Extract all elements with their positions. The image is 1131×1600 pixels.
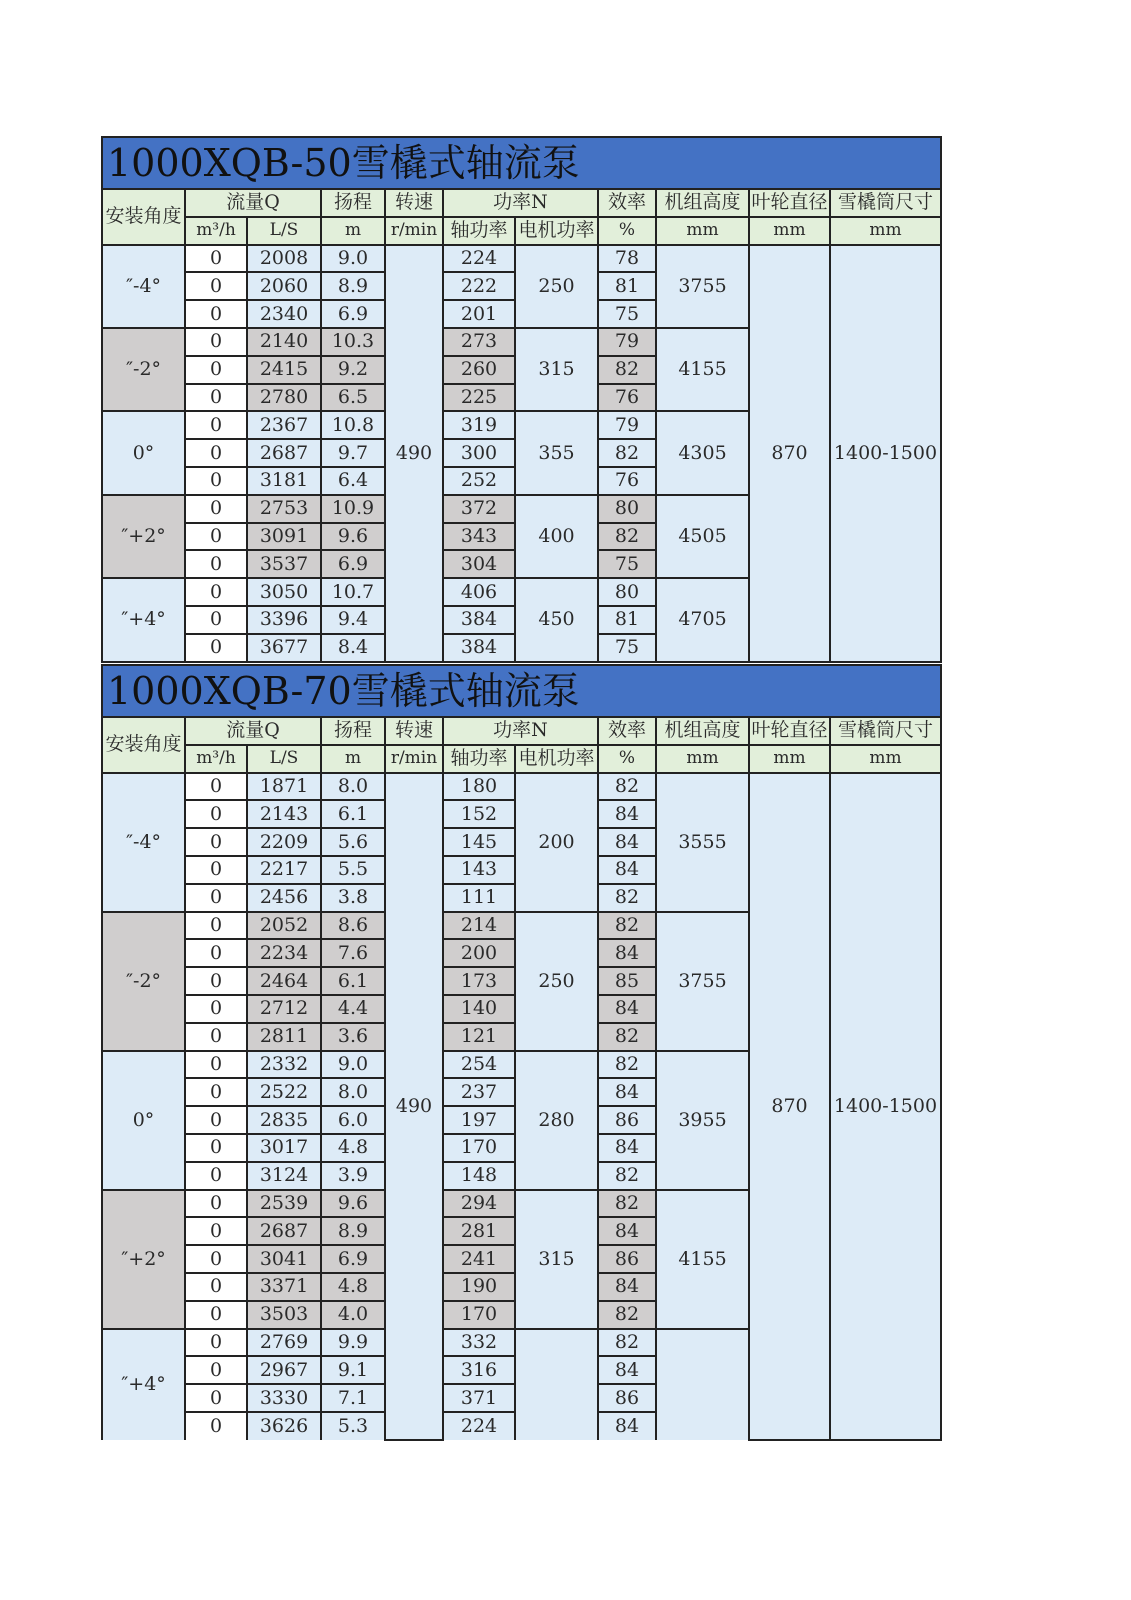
head-cell: 6.0 xyxy=(321,1106,385,1134)
head-cell: 6.9 xyxy=(321,550,385,578)
unit-height-cell: 3755 xyxy=(656,912,749,1051)
header-speed: 转速 xyxy=(385,189,443,217)
shaft-power-cell: 224 xyxy=(443,245,515,273)
flow-ls-cell: 3537 xyxy=(247,550,321,578)
flow-m3h-cell: 0 xyxy=(185,467,247,495)
head-cell: 8.0 xyxy=(321,1078,385,1106)
angle-cell: ″+2° xyxy=(102,1190,185,1329)
efficiency-cell: 82 xyxy=(598,773,656,801)
flow-m3h-cell: 0 xyxy=(185,1134,247,1162)
speed-cell: 490 xyxy=(385,245,443,662)
flow-ls-cell: 3396 xyxy=(247,606,321,634)
flow-m3h-cell: 0 xyxy=(185,884,247,912)
head-cell: 9.7 xyxy=(321,439,385,467)
unit-sled-size: mm xyxy=(830,745,941,773)
flow-ls-cell: 2712 xyxy=(247,995,321,1023)
unit-efficiency: % xyxy=(598,217,656,245)
efficiency-cell: 82 xyxy=(598,356,656,384)
efficiency-cell: 82 xyxy=(598,1190,656,1218)
flow-ls-cell: 3677 xyxy=(247,634,321,662)
header-sled-size: 雪橇筒尺寸 xyxy=(830,189,941,217)
unit-efficiency: % xyxy=(598,745,656,773)
head-cell: 10.9 xyxy=(321,495,385,523)
unit-height-cell: 4705 xyxy=(656,578,749,661)
angle-cell: 0° xyxy=(102,1051,185,1190)
title-row xyxy=(102,665,941,717)
pump-table-70 xyxy=(101,664,942,1441)
flow-ls-cell: 2332 xyxy=(247,1051,321,1079)
unit-unit-height: mm xyxy=(656,745,749,773)
motor-power-cell: 315 xyxy=(515,1190,598,1329)
efficiency-cell: 82 xyxy=(598,912,656,940)
flow-m3h-cell: 0 xyxy=(185,995,247,1023)
efficiency-cell: 82 xyxy=(598,1162,656,1190)
shaft-power-cell: 252 xyxy=(443,467,515,495)
header-speed: 转速 xyxy=(385,717,443,745)
header-row xyxy=(102,189,941,217)
flow-m3h-cell: 0 xyxy=(185,550,247,578)
shaft-power-cell: 371 xyxy=(443,1384,515,1412)
header-efficiency: 效率 xyxy=(598,189,656,217)
shaft-power-cell: 140 xyxy=(443,995,515,1023)
header-power: 功率N xyxy=(443,717,598,745)
flow-ls-cell: 3124 xyxy=(247,1162,321,1190)
shaft-power-cell: 260 xyxy=(443,356,515,384)
flow-ls-cell: 3626 xyxy=(247,1412,321,1440)
motor-power-cell: 200 xyxy=(515,773,598,912)
header-head: 扬程 xyxy=(321,717,385,745)
efficiency-cell: 75 xyxy=(598,634,656,662)
table-row xyxy=(102,773,941,801)
efficiency-cell: 86 xyxy=(598,1245,656,1273)
shaft-power-cell: 170 xyxy=(443,1134,515,1162)
efficiency-cell: 84 xyxy=(598,1078,656,1106)
sled-size-cell: 1400-1500 xyxy=(830,773,941,1440)
shaft-power-cell: 319 xyxy=(443,411,515,439)
flow-ls-cell: 2456 xyxy=(247,884,321,912)
flow-ls-cell: 2052 xyxy=(247,912,321,940)
shaft-power-cell: 180 xyxy=(443,773,515,801)
shaft-power-cell: 316 xyxy=(443,1356,515,1384)
head-cell: 3.9 xyxy=(321,1162,385,1190)
shaft-power-cell: 197 xyxy=(443,1106,515,1134)
flow-ls-cell: 2143 xyxy=(247,800,321,828)
header-impeller-dia: 叶轮直径 xyxy=(749,189,830,217)
title-row xyxy=(102,137,941,189)
flow-ls-cell: 2769 xyxy=(247,1329,321,1357)
flow-ls-cell: 2464 xyxy=(247,967,321,995)
shaft-power-cell: 152 xyxy=(443,800,515,828)
unit-row xyxy=(102,745,941,773)
table-row xyxy=(102,245,941,273)
efficiency-cell: 84 xyxy=(598,800,656,828)
unit-height-cell: 4505 xyxy=(656,495,749,578)
unit-unit-height: mm xyxy=(656,217,749,245)
flow-ls-cell: 2539 xyxy=(247,1190,321,1218)
flow-ls-cell: 3017 xyxy=(247,1134,321,1162)
shaft-power-cell: 143 xyxy=(443,856,515,884)
unit-impeller-dia: mm xyxy=(749,745,830,773)
shaft-power-cell: 170 xyxy=(443,1301,515,1329)
efficiency-cell: 79 xyxy=(598,411,656,439)
efficiency-cell: 85 xyxy=(598,967,656,995)
efficiency-cell: 81 xyxy=(598,272,656,300)
header-sled-size: 雪橇筒尺寸 xyxy=(830,717,941,745)
shaft-power-cell: 281 xyxy=(443,1217,515,1245)
flow-m3h-cell: 0 xyxy=(185,634,247,662)
head-cell: 8.4 xyxy=(321,634,385,662)
shaft-power-cell: 304 xyxy=(443,550,515,578)
unit-height-cell: 3555 xyxy=(656,773,749,912)
flow-m3h-cell: 0 xyxy=(185,1078,247,1106)
shaft-power-cell: 222 xyxy=(443,272,515,300)
unit-head: m xyxy=(321,217,385,245)
flow-ls-cell: 2415 xyxy=(247,356,321,384)
efficiency-cell: 84 xyxy=(598,1273,656,1301)
flow-ls-cell: 3050 xyxy=(247,578,321,606)
head-cell: 3.6 xyxy=(321,1023,385,1051)
head-cell: 4.4 xyxy=(321,995,385,1023)
angle-cell: ″+4° xyxy=(102,1329,185,1440)
efficiency-cell: 82 xyxy=(598,1051,656,1079)
motor-power-cell: 355 xyxy=(515,411,598,494)
unit-height-cell: 4305 xyxy=(656,411,749,494)
flow-m3h-cell: 0 xyxy=(185,773,247,801)
head-cell: 6.1 xyxy=(321,800,385,828)
efficiency-cell: 84 xyxy=(598,856,656,884)
flow-m3h-cell: 0 xyxy=(185,495,247,523)
head-cell: 4.0 xyxy=(321,1301,385,1329)
head-cell: 5.3 xyxy=(321,1412,385,1440)
header-impeller-dia: 叶轮直径 xyxy=(749,717,830,745)
head-cell: 8.9 xyxy=(321,272,385,300)
unit-flow-ls: L/S xyxy=(247,217,321,245)
efficiency-cell: 84 xyxy=(598,1217,656,1245)
flow-m3h-cell: 0 xyxy=(185,272,247,300)
flow-m3h-cell: 0 xyxy=(185,800,247,828)
flow-m3h-cell: 0 xyxy=(185,384,247,412)
efficiency-cell: 78 xyxy=(598,245,656,273)
shaft-power-cell: 145 xyxy=(443,828,515,856)
head-cell: 3.8 xyxy=(321,884,385,912)
unit-motor-power: 电机功率 xyxy=(515,745,598,773)
shaft-power-cell: 237 xyxy=(443,1078,515,1106)
header-unit-height: 机组高度 xyxy=(656,189,749,217)
flow-m3h-cell: 0 xyxy=(185,1356,247,1384)
flow-ls-cell: 2780 xyxy=(247,384,321,412)
efficiency-cell: 80 xyxy=(598,578,656,606)
head-cell: 10.3 xyxy=(321,328,385,356)
flow-m3h-cell: 0 xyxy=(185,1023,247,1051)
flow-m3h-cell: 0 xyxy=(185,1384,247,1412)
efficiency-cell: 86 xyxy=(598,1106,656,1134)
motor-power-cell: 280 xyxy=(515,1051,598,1190)
flow-m3h-cell: 0 xyxy=(185,1106,247,1134)
header-flow: 流量Q xyxy=(185,717,321,745)
flow-m3h-cell: 0 xyxy=(185,523,247,551)
shaft-power-cell: 343 xyxy=(443,523,515,551)
head-cell: 8.9 xyxy=(321,1217,385,1245)
head-cell: 4.8 xyxy=(321,1273,385,1301)
impeller-dia-cell: 870 xyxy=(749,773,830,1440)
shaft-power-cell: 121 xyxy=(443,1023,515,1051)
header-angle: 安装角度 xyxy=(102,189,185,245)
efficiency-cell: 82 xyxy=(598,884,656,912)
flow-m3h-cell: 0 xyxy=(185,1051,247,1079)
head-cell: 5.6 xyxy=(321,828,385,856)
flow-m3h-cell: 0 xyxy=(185,578,247,606)
flow-ls-cell: 1871 xyxy=(247,773,321,801)
header-head: 扬程 xyxy=(321,189,385,217)
unit-speed: r/min xyxy=(385,217,443,245)
flow-m3h-cell: 0 xyxy=(185,439,247,467)
head-cell: 8.6 xyxy=(321,912,385,940)
header-power: 功率N xyxy=(443,189,598,217)
shaft-power-cell: 294 xyxy=(443,1190,515,1218)
shaft-power-cell: 384 xyxy=(443,606,515,634)
unit-speed: r/min xyxy=(385,745,443,773)
efficiency-cell: 82 xyxy=(598,439,656,467)
flow-m3h-cell: 0 xyxy=(185,1273,247,1301)
flow-ls-cell: 2687 xyxy=(247,439,321,467)
flow-ls-cell: 2340 xyxy=(247,300,321,328)
shaft-power-cell: 254 xyxy=(443,1051,515,1079)
flow-ls-cell: 2835 xyxy=(247,1106,321,1134)
efficiency-cell: 82 xyxy=(598,523,656,551)
angle-cell: ″-4° xyxy=(102,245,185,328)
shaft-power-cell: 332 xyxy=(443,1329,515,1357)
unit-height-cell: 3755 xyxy=(656,245,749,328)
head-cell: 9.2 xyxy=(321,356,385,384)
motor-power-cell xyxy=(515,1329,598,1440)
head-cell: 6.9 xyxy=(321,1245,385,1273)
head-cell: 9.0 xyxy=(321,1051,385,1079)
angle-cell: ″+4° xyxy=(102,578,185,661)
efficiency-cell: 82 xyxy=(598,1301,656,1329)
unit-sled-size: mm xyxy=(830,217,941,245)
motor-power-cell: 250 xyxy=(515,245,598,328)
flow-m3h-cell: 0 xyxy=(185,606,247,634)
head-cell: 6.4 xyxy=(321,467,385,495)
unit-flow-m3h: m³/h xyxy=(185,745,247,773)
head-cell: 9.1 xyxy=(321,1356,385,1384)
flow-ls-cell: 3181 xyxy=(247,467,321,495)
flow-ls-cell: 3371 xyxy=(247,1273,321,1301)
flow-ls-cell: 2060 xyxy=(247,272,321,300)
flow-m3h-cell: 0 xyxy=(185,828,247,856)
flow-m3h-cell: 0 xyxy=(185,967,247,995)
flow-m3h-cell: 0 xyxy=(185,1329,247,1357)
unit-flow-m3h: m³/h xyxy=(185,217,247,245)
unit-motor-power: 电机功率 xyxy=(515,217,598,245)
angle-cell: ″-4° xyxy=(102,773,185,912)
flow-ls-cell: 2687 xyxy=(247,1217,321,1245)
efficiency-cell: 84 xyxy=(598,939,656,967)
flow-m3h-cell: 0 xyxy=(185,1217,247,1245)
flow-m3h-cell: 0 xyxy=(185,912,247,940)
unit-head: m xyxy=(321,745,385,773)
efficiency-cell: 82 xyxy=(598,1329,656,1357)
flow-ls-cell: 2140 xyxy=(247,328,321,356)
flow-ls-cell: 2811 xyxy=(247,1023,321,1051)
head-cell: 7.6 xyxy=(321,939,385,967)
efficiency-cell: 86 xyxy=(598,1384,656,1412)
head-cell: 4.8 xyxy=(321,1134,385,1162)
flow-m3h-cell: 0 xyxy=(185,939,247,967)
efficiency-cell: 84 xyxy=(598,1134,656,1162)
flow-m3h-cell: 0 xyxy=(185,328,247,356)
efficiency-cell: 79 xyxy=(598,328,656,356)
flow-ls-cell: 2367 xyxy=(247,411,321,439)
shaft-power-cell: 300 xyxy=(443,439,515,467)
shaft-power-cell: 225 xyxy=(443,384,515,412)
header-row xyxy=(102,717,941,745)
head-cell: 9.6 xyxy=(321,1190,385,1218)
flow-m3h-cell: 0 xyxy=(185,1412,247,1440)
efficiency-cell: 84 xyxy=(598,995,656,1023)
head-cell: 9.0 xyxy=(321,245,385,273)
header-angle: 安装角度 xyxy=(102,717,185,773)
head-cell: 10.7 xyxy=(321,578,385,606)
flow-ls-cell: 3041 xyxy=(247,1245,321,1273)
head-cell: 5.5 xyxy=(321,856,385,884)
flow-m3h-cell: 0 xyxy=(185,1162,247,1190)
flow-ls-cell: 2522 xyxy=(247,1078,321,1106)
shaft-power-cell: 241 xyxy=(443,1245,515,1273)
table-title: 1000XQB-70雪橇式轴流泵 xyxy=(102,665,941,717)
shaft-power-cell: 111 xyxy=(443,884,515,912)
flow-m3h-cell: 0 xyxy=(185,356,247,384)
efficiency-cell: 80 xyxy=(598,495,656,523)
shaft-power-cell: 214 xyxy=(443,912,515,940)
flow-m3h-cell: 0 xyxy=(185,856,247,884)
unit-shaft-power: 轴功率 xyxy=(443,745,515,773)
angle-cell: 0° xyxy=(102,411,185,494)
flow-ls-cell: 2753 xyxy=(247,495,321,523)
sled-size-cell: 1400-1500 xyxy=(830,245,941,662)
motor-power-cell: 315 xyxy=(515,328,598,411)
header-unit-height: 机组高度 xyxy=(656,717,749,745)
unit-impeller-dia: mm xyxy=(749,217,830,245)
shaft-power-cell: 273 xyxy=(443,328,515,356)
unit-height-cell: 3955 xyxy=(656,1051,749,1190)
head-cell: 9.4 xyxy=(321,606,385,634)
shaft-power-cell: 148 xyxy=(443,1162,515,1190)
unit-height-cell: 4155 xyxy=(656,328,749,411)
motor-power-cell: 250 xyxy=(515,912,598,1051)
shaft-power-cell: 190 xyxy=(443,1273,515,1301)
efficiency-cell: 81 xyxy=(598,606,656,634)
angle-cell: ″-2° xyxy=(102,912,185,1051)
head-cell: 6.1 xyxy=(321,967,385,995)
shaft-power-cell: 201 xyxy=(443,300,515,328)
motor-power-cell: 400 xyxy=(515,495,598,578)
flow-m3h-cell: 0 xyxy=(185,411,247,439)
speed-cell: 490 xyxy=(385,773,443,1440)
header-efficiency: 效率 xyxy=(598,717,656,745)
flow-ls-cell: 2008 xyxy=(247,245,321,273)
shaft-power-cell: 173 xyxy=(443,967,515,995)
head-cell: 8.0 xyxy=(321,773,385,801)
flow-ls-cell: 2209 xyxy=(247,828,321,856)
head-cell: 6.5 xyxy=(321,384,385,412)
flow-ls-cell: 2967 xyxy=(247,1356,321,1384)
efficiency-cell: 84 xyxy=(598,1356,656,1384)
efficiency-cell: 75 xyxy=(598,300,656,328)
head-cell: 9.6 xyxy=(321,523,385,551)
flow-ls-cell: 2234 xyxy=(247,939,321,967)
unit-flow-ls: L/S xyxy=(247,745,321,773)
efficiency-cell: 84 xyxy=(598,828,656,856)
flow-ls-cell: 2217 xyxy=(247,856,321,884)
flow-ls-cell: 3503 xyxy=(247,1301,321,1329)
efficiency-cell: 76 xyxy=(598,467,656,495)
impeller-dia-cell: 870 xyxy=(749,245,830,662)
head-cell: 7.1 xyxy=(321,1384,385,1412)
efficiency-cell: 84 xyxy=(598,1412,656,1440)
unit-height-cell xyxy=(656,1329,749,1440)
angle-cell: ″+2° xyxy=(102,495,185,578)
flow-m3h-cell: 0 xyxy=(185,1301,247,1329)
flow-m3h-cell: 0 xyxy=(185,1245,247,1273)
angle-cell: ″-2° xyxy=(102,328,185,411)
header-flow: 流量Q xyxy=(185,189,321,217)
shaft-power-cell: 406 xyxy=(443,578,515,606)
shaft-power-cell: 384 xyxy=(443,634,515,662)
motor-power-cell: 450 xyxy=(515,578,598,661)
efficiency-cell: 82 xyxy=(598,1023,656,1051)
flow-m3h-cell: 0 xyxy=(185,1190,247,1218)
efficiency-cell: 75 xyxy=(598,550,656,578)
head-cell: 9.9 xyxy=(321,1329,385,1357)
unit-row xyxy=(102,217,941,245)
shaft-power-cell: 372 xyxy=(443,495,515,523)
efficiency-cell: 76 xyxy=(598,384,656,412)
shaft-power-cell: 224 xyxy=(443,1412,515,1440)
flow-m3h-cell: 0 xyxy=(185,245,247,273)
unit-height-cell: 4155 xyxy=(656,1190,749,1329)
head-cell: 6.9 xyxy=(321,300,385,328)
flow-ls-cell: 3330 xyxy=(247,1384,321,1412)
unit-shaft-power: 轴功率 xyxy=(443,217,515,245)
flow-m3h-cell: 0 xyxy=(185,300,247,328)
pump-table-50 xyxy=(101,136,942,663)
head-cell: 10.8 xyxy=(321,411,385,439)
flow-ls-cell: 3091 xyxy=(247,523,321,551)
shaft-power-cell: 200 xyxy=(443,939,515,967)
table-title: 1000XQB-50雪橇式轴流泵 xyxy=(102,137,941,189)
